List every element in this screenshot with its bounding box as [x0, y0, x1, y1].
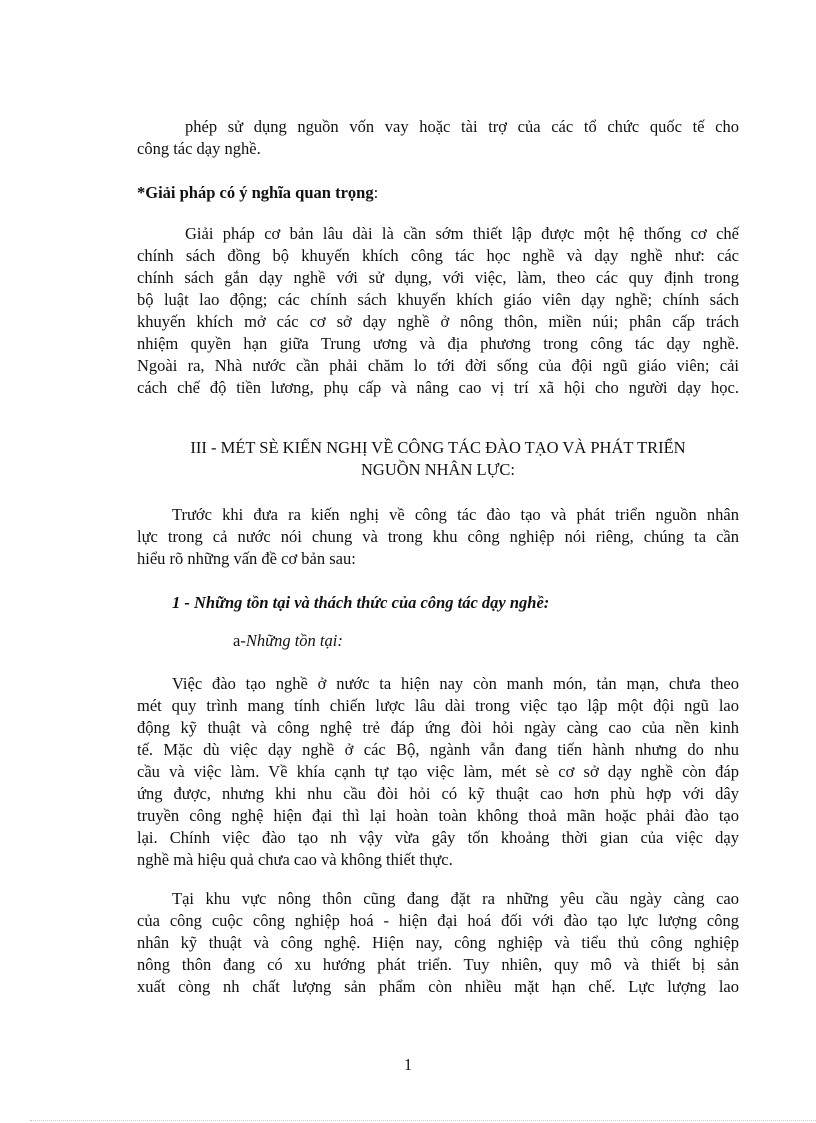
subheading-a-text: Những tồn tại:: [245, 631, 343, 650]
existing-line-7: truyền công nghệ hiện đại thì lại hoàn toàn không thoả mãn hoặc phải đào tạo: [137, 806, 739, 825]
subheading-a: [233, 630, 739, 652]
subheading-1: 1 - Những tồn tại và thách thức của công tác dạy nghề:: [172, 593, 550, 612]
rural-line-1: Tại khu vực nông thôn cũng đang đặt ra những yêu cầu ngày càng cao: [172, 889, 739, 908]
page-bottom-divider: [30, 1120, 816, 1121]
para-before-line-3: hiểu rõ những vấn đề cơ bản sau:: [137, 549, 356, 568]
para-before-line-2: lực trong cả nước nói chung và trong khu công nghiệp nói riêng, chúng ta cần: [137, 527, 739, 546]
existing-line-9: nghề mà hiệu quả chưa cao và không thiết thực.: [137, 850, 453, 869]
subheading-a-prefix: a-: [233, 631, 246, 650]
rural-line-4: nông thôn đang có xu hướng phát triển. Tuy nhiên, quy mô và thiết bị sản: [137, 955, 739, 974]
existing-line-8: lại. Chính việc đào tạo nh vậy vừa gây tốn khoảng thời gian của việc dạy: [137, 828, 739, 847]
existing-line-4: tế. Mặc dù việc dạy nghề ở các Bộ, ngành vẫn đang tiến hành nhưng do nhu: [137, 740, 739, 759]
existing-line-1: Việc đào tạo nghề ở nước ta hiện nay còn manh món, tản mạn, chưa theo: [172, 674, 739, 693]
key-solution-line-8: cách chế độ tiền lương, phụ cấp và nâng cao vị trí xã hội cho người dạy học.: [137, 378, 739, 397]
para-before-line-1: Trước khi đưa ra kiến nghị về công tác đào tạo và phát triển nguồn nhân: [172, 505, 739, 524]
section-heading-line-1: III - MÉT SÈ KIẾN NGHỊ VỀ CÔNG TÁC ĐÀO TẠO VÀ PHÁT TRIỂN: [190, 438, 686, 457]
key-solution-heading-text: *Giải pháp có ý nghĩa quan trọng: [137, 183, 374, 202]
paragraph-intro-line-2: công tác dạy nghề.: [137, 139, 261, 158]
key-solution-line-3: chính sách gắn dạy nghề với sử dụng, với việc, làm, theo các quy định trong: [137, 268, 739, 287]
existing-line-5: cầu và việc làm. Về khía cạnh tự tạo việc làm, mét sè cơ sở dạy nghề còn đáp: [137, 762, 739, 781]
key-solution-line-7: Ngoài ra, Nhà nước cần phải chăm lo tới đời sống của đội ngũ giáo viên; cải: [137, 356, 739, 375]
key-solution-line-6: nhiệm quyền hạn giữa Trung ương và địa phương trong công tác dạy nghề.: [137, 334, 739, 353]
rural-line-5: xuất còng nh chất lượng sản phẩm còn nhiều mặt hạn chế. Lực lượng lao: [137, 977, 739, 996]
key-solution-line-1: Giải pháp cơ bản lâu dài là cần sớm thiết lập được một hệ thống cơ chế: [185, 224, 739, 243]
existing-line-6: ứng được, nhưng khi nhu cầu đòi hỏi có kỹ thuật cao hơn phù hợp với dây: [137, 784, 739, 803]
key-solution-line-4: bộ luật lao động; các chính sách khuyến khích giáo viên dạy nghề; chính sách: [137, 290, 739, 309]
rural-line-2: của công cuộc công nghiệp hoá - hiện đại hoá đối với đào tạo lực lượng công: [137, 911, 739, 930]
section-heading-line-2: NGUỒN NHÂN LỰC:: [361, 460, 515, 479]
key-solution-line-2: chính sách đồng bộ khuyến khích công tác học nghề và dạy nghề như: các: [137, 246, 739, 265]
key-solution-heading-colon: :: [373, 183, 379, 202]
existing-line-3: động kỹ thuật và công nghệ trẻ đáp ứng đòi hỏi ngày càng cao của nền kinh: [137, 718, 739, 737]
paragraph-intro-line-1: phép sử dụng nguồn vốn vay hoặc tài trợ của các tổ chức quốc tế cho: [185, 117, 739, 136]
existing-line-2: mét quy trình mang tính chiến lược lâu dài trong việc tạo lập một đội ngũ lao: [137, 696, 739, 715]
key-solution-line-5: khuyến khích mở các cơ sở dạy nghề ở nông thôn, miền núi; phân cấp trách: [137, 312, 739, 331]
key-solution-heading: [137, 182, 739, 204]
page-number: 1: [403, 1055, 413, 1074]
rural-line-3: nhân kỹ thuật và công nghệ. Hiện nay, công nghiệp và tiểu thủ công nghiệp: [137, 933, 739, 952]
